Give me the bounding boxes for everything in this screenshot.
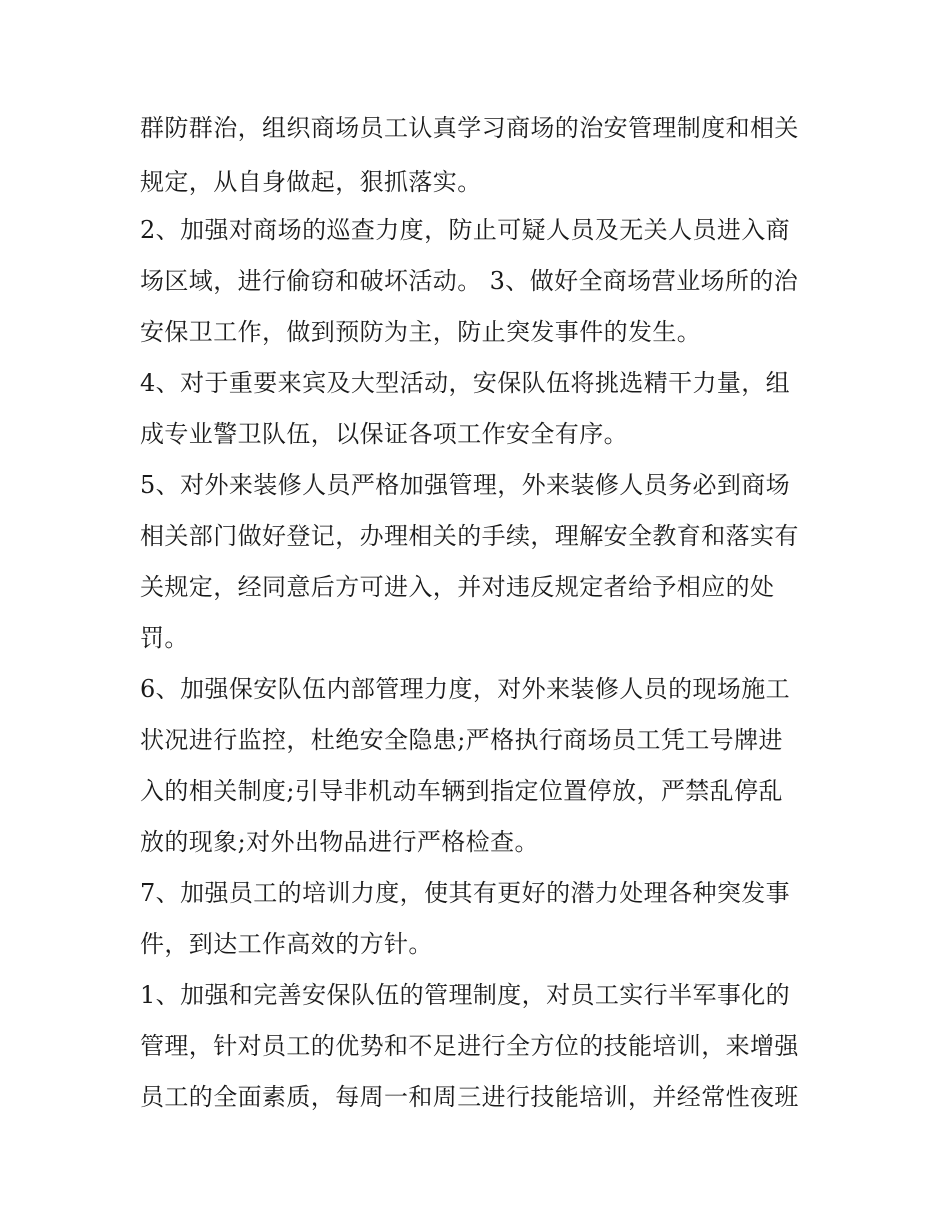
text-line: 相关部门做好登记，办理相关的手续，理解安全教育和落实有	[140, 522, 799, 550]
text-line: 7、加强员工的培训力度，使其有更好的潜力处理各种突发事	[140, 879, 791, 907]
text-line: 2、加强对商场的巡查力度，防止可疑人员及无关人员进入商	[140, 216, 791, 244]
text-line: 状况进行监控，杜绝安全隐患;严格执行商场员工凭工号牌进	[140, 726, 783, 754]
text-line: 关规定，经同意后方可进入，并对违反规定者给予相应的处	[140, 573, 775, 601]
text-line: 6、加强保安队伍内部管理力度，对外来装修人员的现场施工	[140, 675, 791, 703]
text-line: 放的现象;对外出物品进行严格检查。	[140, 828, 539, 856]
text-line: 罚。	[140, 624, 189, 652]
text-line: 1、加强和完善安保队伍的管理制度，对员工实行半军事化的	[140, 981, 791, 1009]
text-line: 4、对于重要来宾及大型活动，安保队伍将挑选精干力量，组	[140, 369, 791, 397]
text-line: 5、对外来装修人员严格加强管理，外来装修人员务必到商场	[140, 471, 791, 499]
text-line: 管理，针对员工的优势和不足进行全方位的技能培训，来增强	[140, 1032, 799, 1060]
text-line: 场区域，进行偷窃和破坏活动。 3、做好全商场营业场所的治	[140, 267, 799, 295]
text-line: 入的相关制度;引导非机动车辆到指定位置停放，严禁乱停乱	[140, 777, 783, 805]
text-line: 成专业警卫队伍，以保证各项工作安全有序。	[140, 420, 628, 448]
text-line: 安保卫工作，做到预防为主，防止突发事件的发生。	[140, 318, 702, 346]
text-line: 群防群治，组织商场员工认真学习商场的治安管理制度和相关	[140, 114, 799, 142]
text-line: 员工的全面素质，每周一和周三进行技能培训，并经常性夜班	[140, 1083, 799, 1111]
text-line: 件，到达工作高效的方针。	[140, 930, 433, 958]
text-line: 规定，从自身做起，狠抓落实。	[140, 168, 482, 196]
